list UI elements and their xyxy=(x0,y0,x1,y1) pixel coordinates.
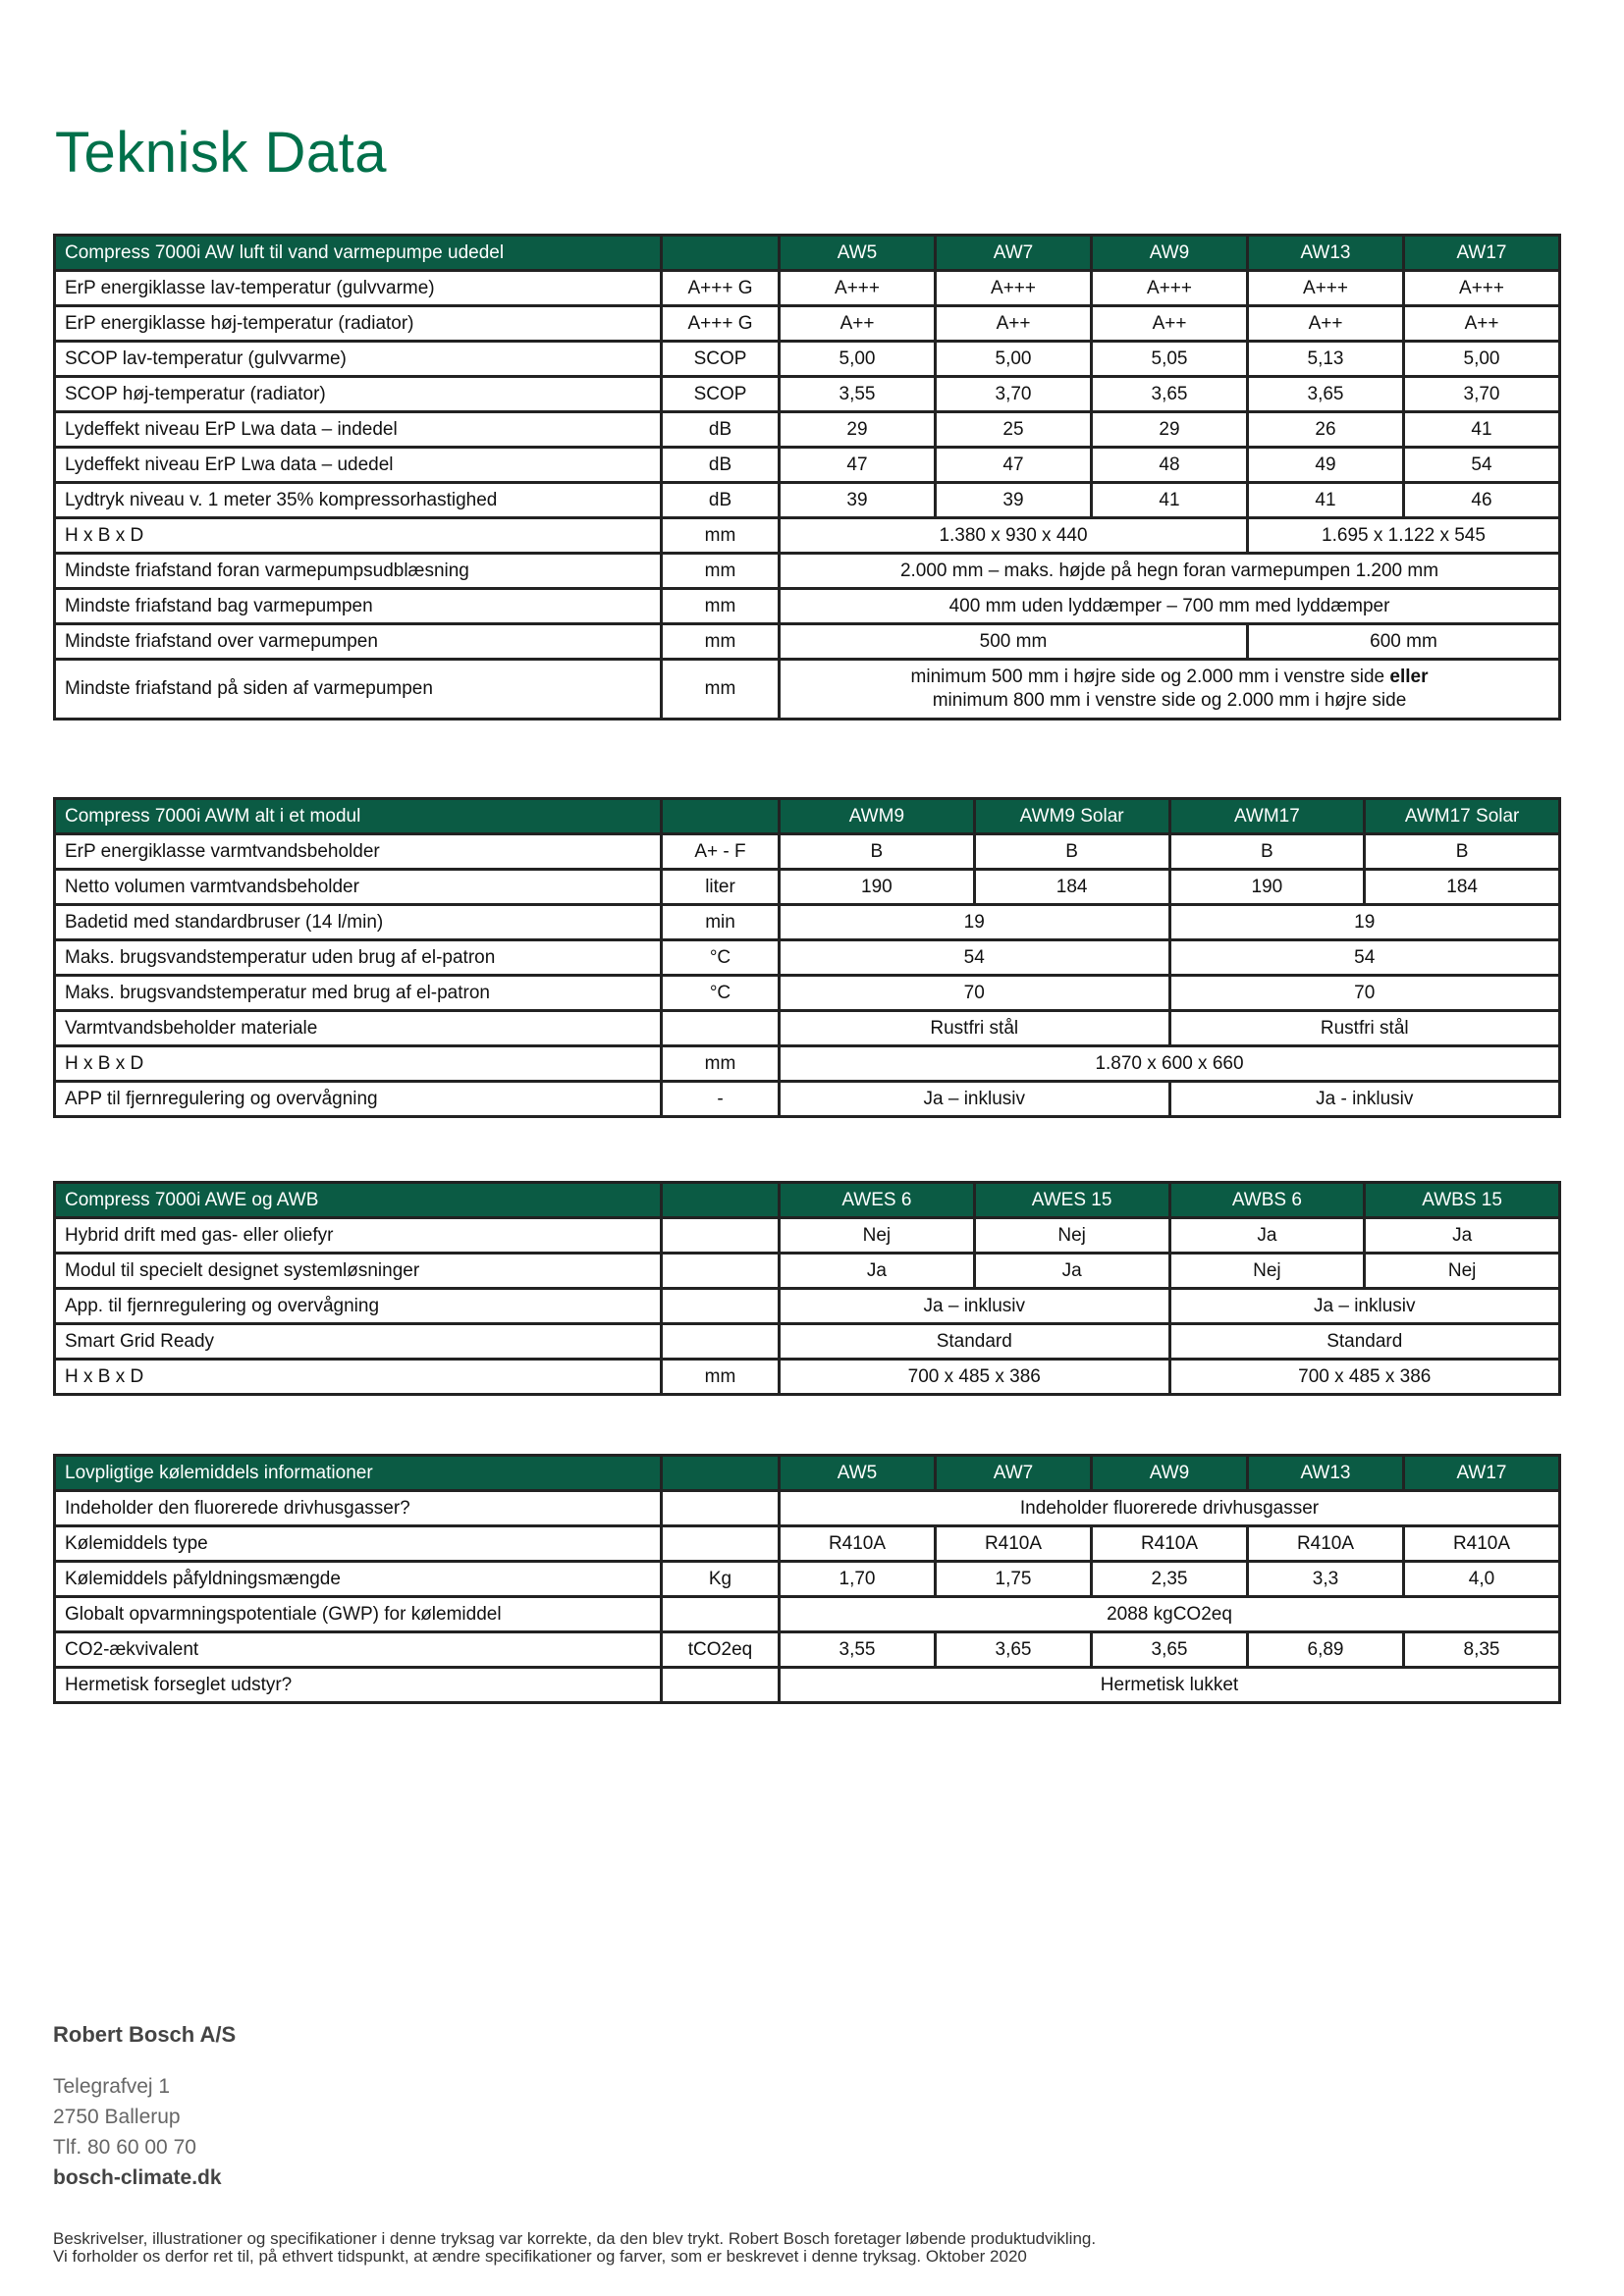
column-header: AW7 xyxy=(936,236,1092,271)
cell-value: 700 x 485 x 386 xyxy=(780,1360,1170,1395)
table-row xyxy=(55,624,1560,660)
cell-value: 1,75 xyxy=(936,1562,1092,1597)
table-awm xyxy=(53,797,1561,1118)
row-unit: mm xyxy=(662,554,780,589)
cell-value: Nej xyxy=(1169,1254,1365,1289)
row-unit: A+ - F xyxy=(662,834,780,870)
row-label: Mindste friafstand over varmepumpen xyxy=(55,624,662,660)
cell-value: 19 xyxy=(1169,905,1560,940)
cell-value: 3,65 xyxy=(936,1632,1092,1668)
cell-value: 3,70 xyxy=(936,377,1092,412)
cell-value: A+++ xyxy=(1404,271,1560,306)
cell-value: Standard xyxy=(780,1324,1170,1360)
row-label: Lydeffekt niveau ErP Lwa data – udedel xyxy=(55,448,662,483)
cell-value: 3,65 xyxy=(1248,377,1404,412)
row-unit: SCOP xyxy=(662,377,780,412)
cell-value: R410A xyxy=(1248,1526,1404,1562)
row-label: Mindste friafstand på siden af varmepumpen xyxy=(55,660,662,720)
row-unit: dB xyxy=(662,412,780,448)
cell-value: 2.000 mm – maks. højde på hegn foran varmepumpen 1.200 mm xyxy=(780,554,1560,589)
table-koelemiddel xyxy=(53,1454,1561,1704)
table-row xyxy=(55,554,1560,589)
table-row xyxy=(55,1046,1560,1082)
cell-value: 3,65 xyxy=(1092,377,1248,412)
table-row xyxy=(55,483,1560,518)
row-unit: SCOP xyxy=(662,342,780,377)
column-header xyxy=(662,236,780,271)
cell-value: A+++ xyxy=(1248,271,1404,306)
column-header: AWBS 15 xyxy=(1365,1183,1560,1218)
cell-value: 1,70 xyxy=(780,1562,936,1597)
row-label: Badetid med standardbruser (14 l/min) xyxy=(55,905,662,940)
cell-value: Ja xyxy=(974,1254,1169,1289)
cell-value: 26 xyxy=(1248,412,1404,448)
cell-value: 190 xyxy=(1169,870,1365,905)
cell-value: A+++ xyxy=(936,271,1092,306)
column-header: AW9 xyxy=(1092,236,1248,271)
cell-value: 500 mm xyxy=(780,624,1248,660)
cell-value: R410A xyxy=(936,1526,1092,1562)
cell-value: Indeholder fluorerede drivhusgasser xyxy=(780,1491,1560,1526)
row-unit: Kg xyxy=(662,1562,780,1597)
cell-value: 700 x 485 x 386 xyxy=(1169,1360,1560,1395)
row-unit xyxy=(662,1289,780,1324)
column-header: Compress 7000i AW luft til vand varmepumpe udedel xyxy=(55,236,662,271)
side-line2: minimum 800 mm i venstre side og 2.000 mm i højre side xyxy=(932,690,1407,711)
cell-value: Nej xyxy=(1365,1254,1560,1289)
row-unit xyxy=(662,1668,780,1703)
cell-value: 3,3 xyxy=(1248,1562,1404,1597)
column-header: AWES 6 xyxy=(780,1183,975,1218)
cell-value: 47 xyxy=(780,448,936,483)
table-row xyxy=(55,1324,1560,1360)
cell-value: Nej xyxy=(974,1218,1169,1254)
row-label: SCOP lav-temperatur (gulvvarme) xyxy=(55,342,662,377)
cell-value: B xyxy=(1365,834,1560,870)
cell-value: Rustfri stål xyxy=(780,1011,1170,1046)
row-label: SCOP høj-temperatur (radiator) xyxy=(55,377,662,412)
table-row xyxy=(55,306,1560,342)
row-label: Netto volumen varmtvandsbeholder xyxy=(55,870,662,905)
row-unit xyxy=(662,1324,780,1360)
table-row xyxy=(55,1218,1560,1254)
cell-value: 5,00 xyxy=(1404,342,1560,377)
table-row xyxy=(55,377,1560,412)
cell-value: 29 xyxy=(1092,412,1248,448)
cell-value: 2,35 xyxy=(1092,1562,1248,1597)
cell-value: A++ xyxy=(1248,306,1404,342)
address-phone: Tlf. 80 60 00 70 xyxy=(53,2136,196,2159)
cell-value: 70 xyxy=(780,976,1170,1011)
row-unit xyxy=(662,1526,780,1562)
row-label: H x B x D xyxy=(55,1360,662,1395)
cell-value: 25 xyxy=(936,412,1092,448)
cell-value: 5,13 xyxy=(1248,342,1404,377)
table-row xyxy=(55,660,1560,720)
row-label: Smart Grid Ready xyxy=(55,1324,662,1360)
company-name: Robert Bosch A/S xyxy=(53,2022,237,2047)
column-header: Lovpligtige kølemiddels informationer xyxy=(55,1456,662,1491)
address-street: Telegrafvej 1 xyxy=(53,2075,171,2098)
row-unit xyxy=(662,1254,780,1289)
row-label: Hybrid drift med gas- eller oliefyr xyxy=(55,1218,662,1254)
cell-value: 54 xyxy=(1404,448,1560,483)
cell-value: Rustfri stål xyxy=(1169,1011,1560,1046)
cell-value: B xyxy=(974,834,1169,870)
cell-value: R410A xyxy=(1404,1526,1560,1562)
cell-value: Ja - inklusiv xyxy=(1169,1082,1560,1117)
cell-value: 400 mm uden lyddæmper – 700 mm med lyddæmper xyxy=(780,589,1560,624)
cell-value: Ja xyxy=(1169,1218,1365,1254)
cell-value: Nej xyxy=(780,1218,975,1254)
column-header: AWM9 xyxy=(780,799,975,834)
cell-value: 49 xyxy=(1248,448,1404,483)
row-unit: liter xyxy=(662,870,780,905)
cell-value: 29 xyxy=(780,412,936,448)
column-header xyxy=(662,1456,780,1491)
row-label: H x B x D xyxy=(55,518,662,554)
cell-value: 600 mm xyxy=(1248,624,1560,660)
column-header: Compress 7000i AWE og AWB xyxy=(55,1183,662,1218)
cell-value: 54 xyxy=(780,940,1170,976)
page-title: Teknisk Data xyxy=(55,121,388,185)
column-header: AWES 15 xyxy=(974,1183,1169,1218)
cell-value: 5,05 xyxy=(1092,342,1248,377)
cell-value: 41 xyxy=(1404,412,1560,448)
row-unit: mm xyxy=(662,624,780,660)
row-unit: - xyxy=(662,1082,780,1117)
row-unit: dB xyxy=(662,448,780,483)
column-header: Compress 7000i AWM alt i et modul xyxy=(55,799,662,834)
cell-value: Ja – inklusiv xyxy=(780,1289,1170,1324)
table-row xyxy=(55,870,1560,905)
table-row xyxy=(55,1491,1560,1526)
column-header: AW13 xyxy=(1248,236,1404,271)
column-header xyxy=(662,1183,780,1218)
table-header xyxy=(55,799,1560,834)
row-label: CO2-ækvivalent xyxy=(55,1632,662,1668)
row-label: ErP energiklasse høj-temperatur (radiator) xyxy=(55,306,662,342)
table-row xyxy=(55,1082,1560,1117)
table-row xyxy=(55,1011,1560,1046)
cell-value: A++ xyxy=(1404,306,1560,342)
column-header xyxy=(662,799,780,834)
column-header: AW17 xyxy=(1404,236,1560,271)
cell-value: 8,35 xyxy=(1404,1632,1560,1668)
row-label: Maks. brugsvandstemperatur med brug af el-patron xyxy=(55,976,662,1011)
cell-value: 3,65 xyxy=(1092,1632,1248,1668)
cell-value: Ja xyxy=(1365,1218,1560,1254)
disclaimer-line1: Beskrivelser, illustrationer og specifikationer i denne tryksag var korrekte, da den blev trykt. Robert Bosch foretager løbende produktudvikling. xyxy=(53,2229,1097,2248)
table-row xyxy=(55,1289,1560,1324)
row-unit: dB xyxy=(662,483,780,518)
row-unit xyxy=(662,1218,780,1254)
table-row xyxy=(55,412,1560,448)
table-row xyxy=(55,1597,1560,1632)
row-unit: °C xyxy=(662,940,780,976)
row-label: H x B x D xyxy=(55,1046,662,1082)
cell-value: 1.870 x 600 x 660 xyxy=(780,1046,1560,1082)
cell-value: A+++ xyxy=(780,271,936,306)
cell-value: 1.380 x 930 x 440 xyxy=(780,518,1248,554)
table-row xyxy=(55,271,1560,306)
table-row xyxy=(55,940,1560,976)
cell-value: 41 xyxy=(1092,483,1248,518)
row-label: ErP energiklasse lav-temperatur (gulvvarme) xyxy=(55,271,662,306)
table-aw-udedel xyxy=(53,234,1561,721)
table-header xyxy=(55,236,1560,271)
cell-value: 3,55 xyxy=(780,377,936,412)
row-label: Indeholder den fluorerede drivhusgasser? xyxy=(55,1491,662,1526)
table-row xyxy=(55,1562,1560,1597)
row-unit: mm xyxy=(662,518,780,554)
cell-value: 46 xyxy=(1404,483,1560,518)
row-unit: mm xyxy=(662,660,780,720)
website-link[interactable]: bosch-climate.dk xyxy=(53,2166,222,2189)
cell-value: 184 xyxy=(1365,870,1560,905)
cell-value: Standard xyxy=(1169,1324,1560,1360)
cell-value: 5,00 xyxy=(936,342,1092,377)
table-row xyxy=(55,1526,1560,1562)
row-label: Mindste friafstand bag varmepumpen xyxy=(55,589,662,624)
cell-value: 39 xyxy=(936,483,1092,518)
cell-value: 3,55 xyxy=(780,1632,936,1668)
cell-value: 70 xyxy=(1169,976,1560,1011)
table-row xyxy=(55,1632,1560,1668)
table-row xyxy=(55,448,1560,483)
column-header: AW17 xyxy=(1404,1456,1560,1491)
cell-value: 6,89 xyxy=(1248,1632,1404,1668)
cell-value: 39 xyxy=(780,483,936,518)
table-header xyxy=(55,1456,1560,1491)
row-unit: A+++ G xyxy=(662,306,780,342)
column-header: AWBS 6 xyxy=(1169,1183,1365,1218)
row-label: Globalt opvarmningspotentiale (GWP) for kølemiddel xyxy=(55,1597,662,1632)
cell-value: 4,0 xyxy=(1404,1562,1560,1597)
table-row xyxy=(55,976,1560,1011)
row-label: Kølemiddels type xyxy=(55,1526,662,1562)
disclaimer-line2: Vi forholder os derfor ret til, på ethvert tidspunkt, at ændre specifikationer og farver, som er beskrevet i denne tryksag. Oktober 2020 xyxy=(53,2247,1027,2266)
cell-value: A++ xyxy=(936,306,1092,342)
column-header: AWM17 xyxy=(1169,799,1365,834)
column-header: AWM17 Solar xyxy=(1365,799,1560,834)
address-block xyxy=(53,2022,236,2193)
row-label: ErP energiklasse varmtvandsbeholder xyxy=(55,834,662,870)
table-row xyxy=(55,1254,1560,1289)
cell-value: R410A xyxy=(1092,1526,1248,1562)
row-label: Maks. brugsvandstemperatur uden brug af el-patron xyxy=(55,940,662,976)
row-label: Varmtvandsbeholder materiale xyxy=(55,1011,662,1046)
table-row xyxy=(55,905,1560,940)
row-label: Kølemiddels påfyldningsmængde xyxy=(55,1562,662,1597)
row-unit: °C xyxy=(662,976,780,1011)
cell-value: 5,00 xyxy=(780,342,936,377)
table-row xyxy=(55,1668,1560,1703)
column-header: AW5 xyxy=(780,1456,936,1491)
cell-value: 54 xyxy=(1169,940,1560,976)
row-unit: min xyxy=(662,905,780,940)
cell-value: A++ xyxy=(780,306,936,342)
cell-value xyxy=(780,660,1560,720)
cell-value: 2088 kgCO2eq xyxy=(780,1597,1560,1632)
row-unit: tCO2eq xyxy=(662,1632,780,1668)
row-unit: mm xyxy=(662,1046,780,1082)
column-header: AWM9 Solar xyxy=(974,799,1169,834)
row-label: APP til fjernregulering og overvågning xyxy=(55,1082,662,1117)
column-header: AW13 xyxy=(1248,1456,1404,1491)
table-awe-awb xyxy=(53,1181,1561,1396)
cell-value: R410A xyxy=(780,1526,936,1562)
column-header: AW9 xyxy=(1092,1456,1248,1491)
cell-value: 184 xyxy=(974,870,1169,905)
row-unit xyxy=(662,1491,780,1526)
cell-value: 1.695 x 1.122 x 545 xyxy=(1248,518,1560,554)
row-label: Lydeffekt niveau ErP Lwa data – indedel xyxy=(55,412,662,448)
cell-value: Hermetisk lukket xyxy=(780,1668,1560,1703)
cell-value: B xyxy=(780,834,975,870)
row-label: App. til fjernregulering og overvågning xyxy=(55,1289,662,1324)
table-row xyxy=(55,834,1560,870)
row-label: Modul til specielt designet systemløsninger xyxy=(55,1254,662,1289)
row-unit: A+++ G xyxy=(662,271,780,306)
cell-value: 3,70 xyxy=(1404,377,1560,412)
side-line1: minimum 500 mm i højre side og 2.000 mm i venstre side xyxy=(910,667,1385,687)
row-unit xyxy=(662,1011,780,1046)
cell-value: 190 xyxy=(780,870,975,905)
cell-value: 47 xyxy=(936,448,1092,483)
cell-value: Ja – inklusiv xyxy=(1169,1289,1560,1324)
cell-value: Ja xyxy=(780,1254,975,1289)
column-header: AW7 xyxy=(936,1456,1092,1491)
row-unit xyxy=(662,1597,780,1632)
row-label: Mindste friafstand foran varmepumpsudblæsning xyxy=(55,554,662,589)
cell-value: A+++ xyxy=(1092,271,1248,306)
cell-value: A++ xyxy=(1092,306,1248,342)
table-row xyxy=(55,518,1560,554)
side-bold: eller xyxy=(1389,667,1429,687)
address-city: 2750 Ballerup xyxy=(53,2106,181,2128)
cell-value: 19 xyxy=(780,905,1170,940)
table-row xyxy=(55,1360,1560,1395)
table-header xyxy=(55,1183,1560,1218)
table-row xyxy=(55,589,1560,624)
row-label: Hermetisk forseglet udstyr? xyxy=(55,1668,662,1703)
cell-value: 48 xyxy=(1092,448,1248,483)
row-unit: mm xyxy=(662,589,780,624)
column-header: AW5 xyxy=(780,236,936,271)
row-label: Lydtryk niveau v. 1 meter 35% kompressorhastighed xyxy=(55,483,662,518)
disclaimer xyxy=(53,2230,1096,2266)
cell-value: Ja – inklusiv xyxy=(780,1082,1170,1117)
cell-value: B xyxy=(1169,834,1365,870)
table-row xyxy=(55,342,1560,377)
row-unit: mm xyxy=(662,1360,780,1395)
cell-value: 41 xyxy=(1248,483,1404,518)
